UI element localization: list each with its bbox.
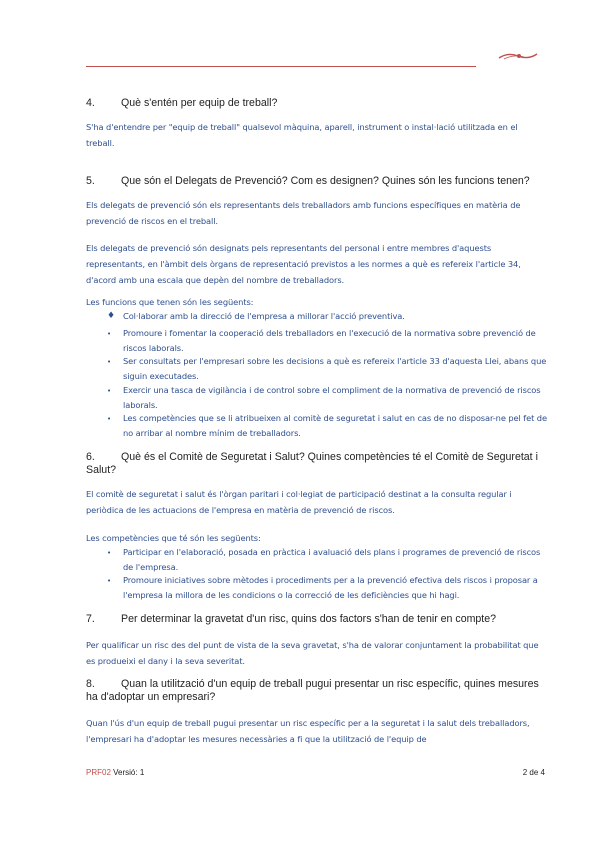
competences-intro: Les competències que té són les següents: [86,533,261,543]
header-rule [86,66,476,67]
question-5 [86,175,546,188]
bullet-icon: • [107,415,112,423]
answer-5-definition: Els delegats de prevenció són els representants dels treballadors amb funcions específiques en matèria de prevenció de riscos en el treball. [86,200,521,226]
ponsa-logo-icon [498,50,538,62]
doc-code: PRF02 [86,768,111,777]
question-8 [86,678,546,704]
answer-8: Quan l'ús d'un equip de treball pugui presentar un risc específic per a la seguretat i la salut dels treballadors, l'empresari ha d'adoptar les mesures necessàries a fi que la utilització de l'equip de [86,718,530,744]
question-7 [86,613,546,626]
question-number: 5. [86,175,95,187]
list-item: • Les competències que se li atribueixen al comitè de seguretat i salut en cas de no disposar-ne pel fet de no arribar al nombre mínim de treballadors. [107,413,547,438]
question-text: Què s'entén per equip de treball? [121,97,278,109]
list-item: ♦ Col·laborar amb la direcció de l'empresa a millorar l'acció preventiva. [107,309,547,324]
diamond-bullet-icon: ♦ [107,311,115,321]
bullet-icon: • [107,549,112,557]
doc-version: Versió: 1 [113,768,145,777]
bullet-icon: • [107,577,112,585]
question-4 [86,97,546,110]
question-6 [86,451,546,477]
footer-doc-info [86,768,144,777]
list-item: • Promoure i fomentar la cooperació dels treballadors en l'execució de la normativa sobre prevenció de riscos laborals. [107,328,536,353]
question-number: 4. [86,97,95,109]
list-item: • Promoure iniciatives sobre mètodes i procediments per a la prevenció efectiva dels riscos i proposar a l'empresa la millora de les condicions o la correcció de les deficiències que hi hagi. [107,575,538,600]
list-item: • Participar en l'elaboració, posada en pràctica i avaluació dels plans i programes de prevenció de riscos de l'empresa. [107,547,541,572]
question-text: Quan la utilització d'un equip de treball pugui presentar un risc específic, quines mesures ha d'adoptar un empresari? [86,678,539,703]
answer-4: S'ha d'entendre per "equip de treball" qualsevol màquina, aparell, instrument o instal·lació utilitzada en el treball. [86,122,518,148]
question-text: Per determinar la gravetat d'un risc, quins dos factors s'han de tenir en compte? [121,613,497,625]
bullet-icon: • [107,358,112,366]
answer-6: El comitè de seguretat i salut és l'òrgan paritari i col·legiat de participació destinat a la consulta regular i periòdica de les actuacions de l'empresa en matèria de prevenció de riscos. [86,489,512,515]
functions-intro: Les funcions que tenen són les següents: [86,297,254,307]
question-number: 8. [86,678,95,690]
question-number: 7. [86,613,95,625]
question-text: Que són el Delegats de Prevenció? Com es designen? Quines són les funcions tenen? [121,175,530,187]
bullet-icon: • [107,387,112,395]
answer-7: Per qualificar un risc des del punt de vista de la seva gravetat, s'ha de valorar conjuntament la probabilitat que es produeixi el dany i la seva severitat. [86,640,539,666]
question-text: Què és el Comitè de Seguretat i Salut? Quines competències té el Comitè de Seguretat i Salut? [86,451,538,476]
list-item: • Ser consultats per l'empresari sobre les decisions a què es refereix l'article 33 d'aquesta Llei, abans que siguin executades. [107,356,547,381]
bullet-icon: • [107,330,112,338]
list-item: • Exercir una tasca de vigilància i de control sobre el compliment de la normativa de prevenció de riscos laborals. [107,385,541,410]
answer-5-designation: Els delegats de prevenció són designats pels representants del personal i entre membres d'aquests representants, en l'àmbit dels òrgans de representació previstos a les normes a què es refereix l'article 34, d'acord amb una escala que depèn del nombre de treballadors. [86,243,521,285]
question-number: 6. [86,451,95,463]
page-number: 2 de 4 [522,768,545,777]
